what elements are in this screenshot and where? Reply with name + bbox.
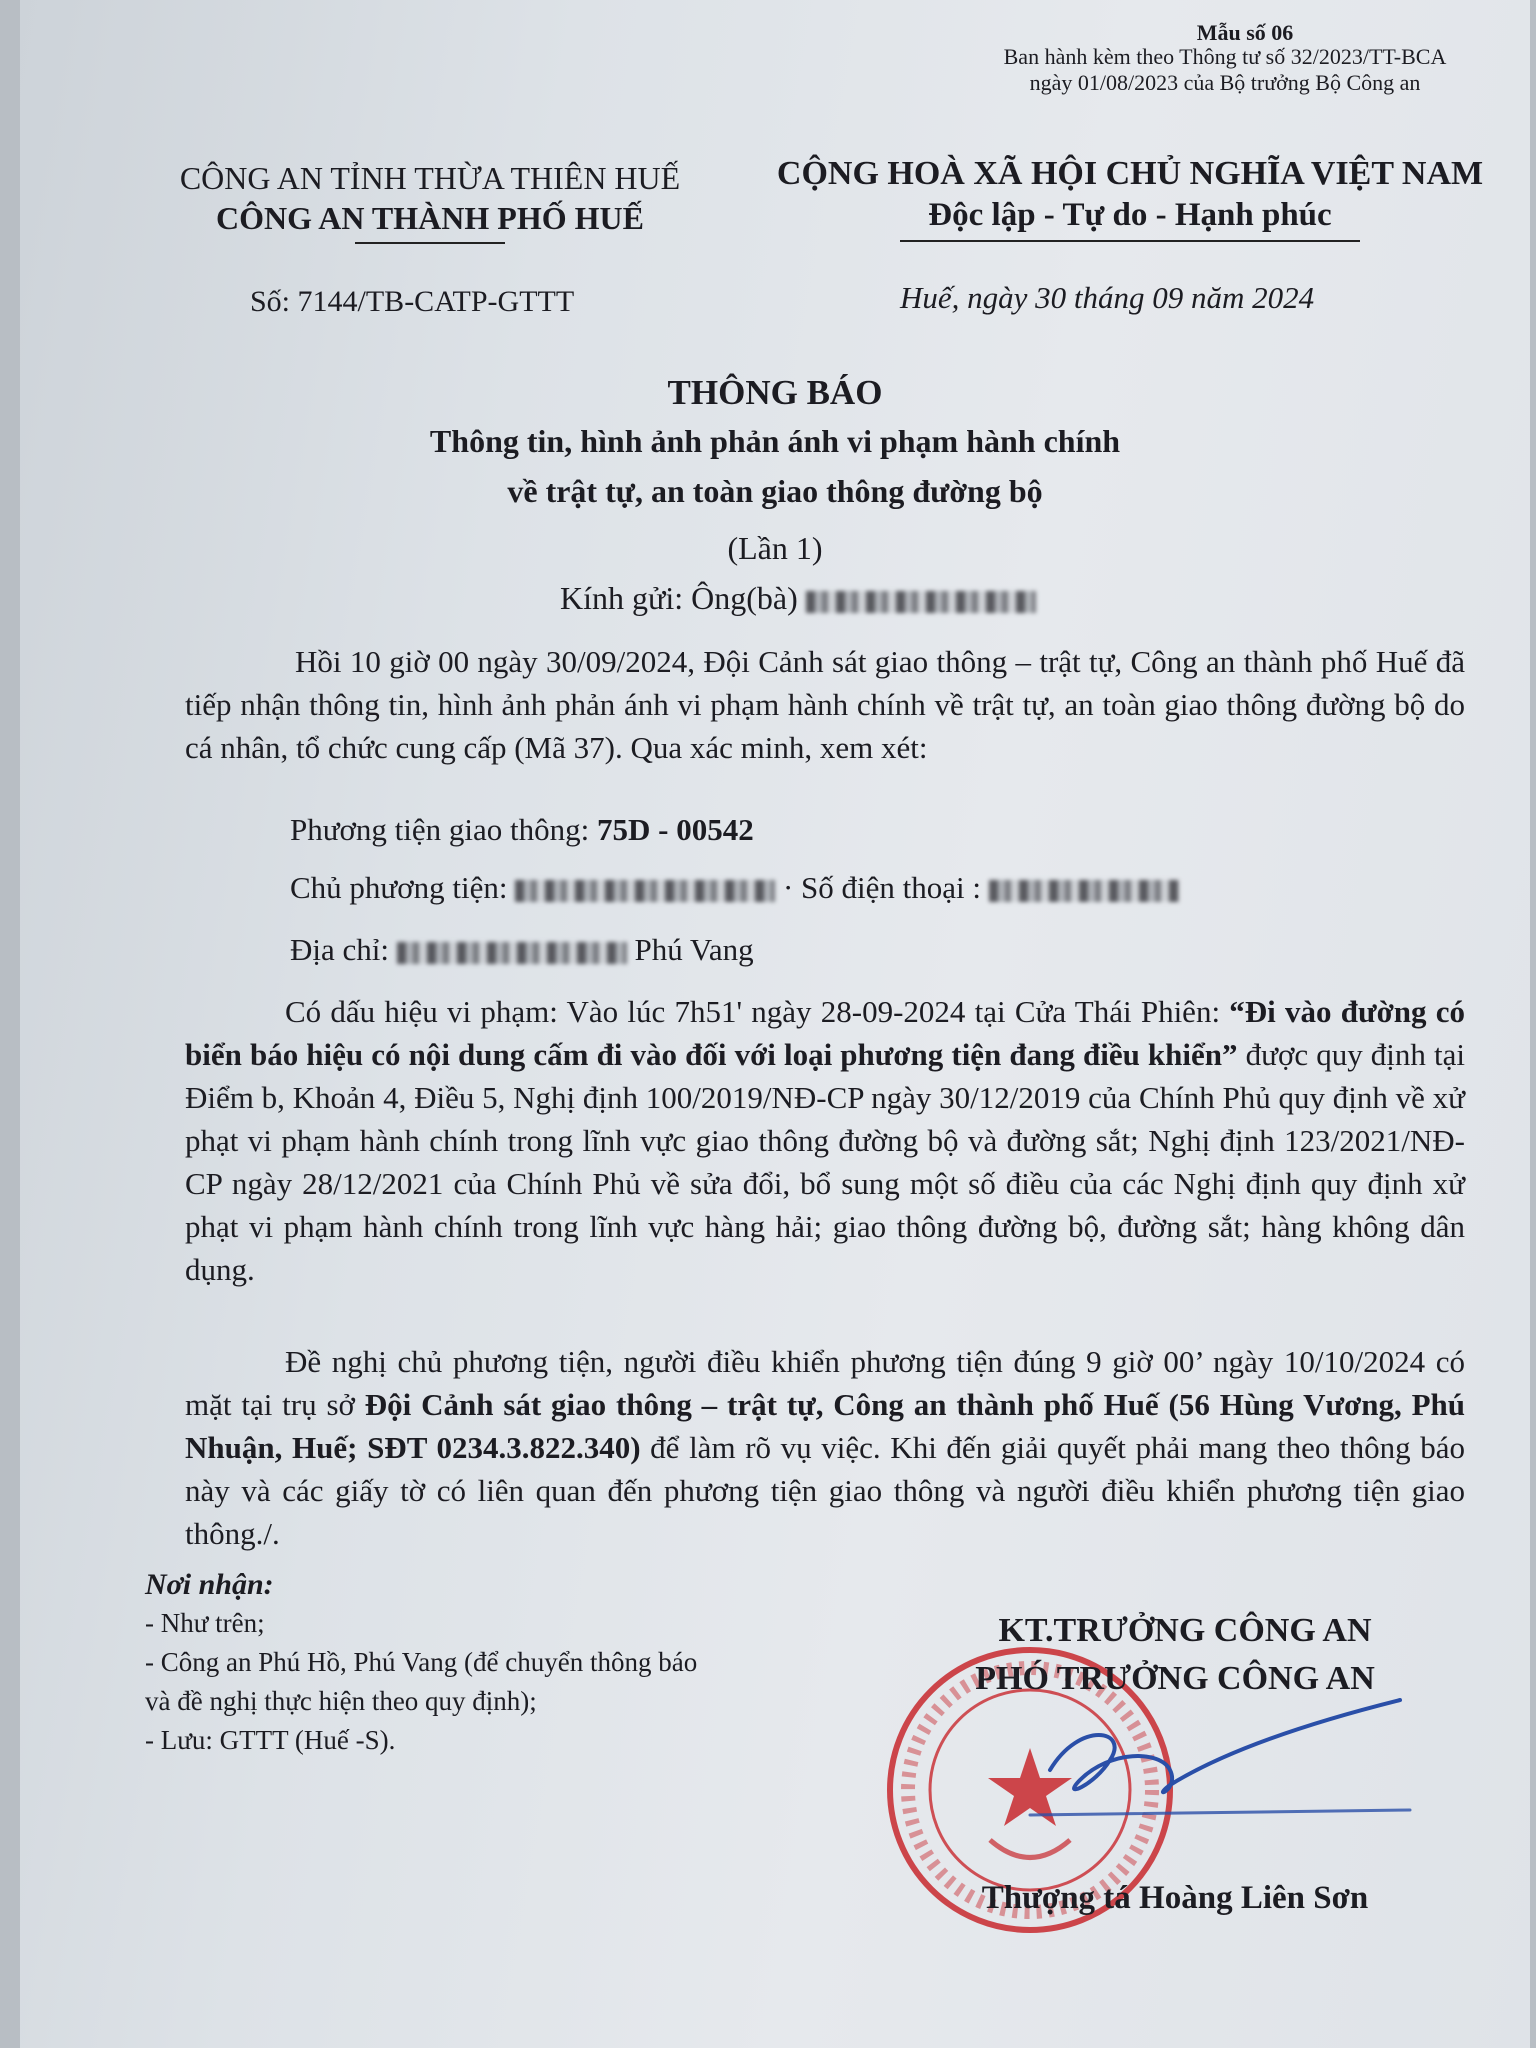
nation-motto: Độc lập - Tự do - Hạnh phúc (928, 197, 1332, 233)
phone-label: · Số điện thoại : (782, 870, 982, 905)
recipients-block (145, 1565, 697, 1760)
motto-underline (900, 240, 1360, 242)
vehicle-row (290, 812, 754, 848)
document-subtitle-line2: về trật tự, an toàn giao thông đường bộ (507, 473, 1043, 509)
document-number: Số: 7144/TB-CATP-GTTT (250, 285, 575, 318)
violation-legal-basis: được quy định tại Điểm b, Khoản 4, Điều 5, Nghị định 100/2019/NĐ-CP ngày 30/12/2019 của Chính Phủ quy định về xử phạt vi phạm hành chính trong lĩnh vực giao thông đường bộ và đường sắt; Nghị định 123/2021/NĐ-CP ngày 28/12/2021 của Chính Phủ về sửa đổi, bổ sung một số điều của các Nghị định quy định xử phạt vi phạm hành chính trong lĩnh vực hàng hải; giao thông đường bộ, đường sắt; hàng không dân dụng. (185, 1037, 1465, 1287)
nation-name: CỘNG HOÀ XÃ HỘI CHỦ NGHĨA VIỆT NAM (776, 155, 1484, 192)
form-reference-line: Ban hành kèm theo Thông tư số 32/2023/TT-BCA (1003, 44, 1447, 69)
vehicle-plate: 75D - 00542 (597, 812, 754, 847)
signer-role-deputy: PHÓ TRƯỞNG CÔNG AN (975, 1660, 1375, 1697)
signer-role-primary: KT.TRƯỞNG CÔNG AN (998, 1612, 1372, 1649)
vehicle-label: Phương tiện giao thông: (290, 812, 590, 847)
address-label: Địa chỉ: (290, 932, 389, 967)
agency-underline (355, 242, 505, 244)
redacted-phone-number (989, 880, 1179, 902)
redacted-address (397, 942, 627, 964)
owner-label: Chủ phương tiện: (290, 870, 508, 905)
redacted-owner-name (515, 880, 775, 902)
address-row (290, 932, 754, 968)
greeting-label: Kính gửi: Ông(bà) (560, 580, 798, 616)
violation-paragraph (185, 990, 1465, 1291)
form-reference-date: ngày 01/08/2023 của Bộ trưởng Bộ Công an (1029, 70, 1421, 95)
violation-lead: Có dấu hiệu vi phạm: Vào lúc 7h51' ngày 28-09-2024 tại Cửa Thái Phiên: (285, 994, 1221, 1029)
request-lead: Đề nghị chủ phương tiện, người điều khiển phương tiện đúng 9 giờ 00’ ngày 10/10/2024 có mặt tại trụ sở (185, 1344, 1465, 1422)
document-round: (Lần 1) (727, 530, 823, 566)
recipients-heading: Nơi nhận: (145, 1568, 274, 1601)
owner-row (290, 870, 1179, 906)
recipient-item: - Công an Phú Hồ, Phú Vang (để chuyển thông báo (145, 1647, 698, 1677)
violation-description: “Đi vào đường có biển báo hiệu có nội dung cấm đi vào đối với loại phương tiện đang điều khiển” (185, 994, 1465, 1072)
document-date: Huế, ngày 30 tháng 09 năm 2024 (900, 280, 1315, 315)
form-label: Mẫu số 06 (1196, 20, 1294, 45)
recipient-item: và đề nghị thực hiện theo quy định); (145, 1686, 537, 1716)
agency-name: CÔNG AN THÀNH PHỐ HUẾ (216, 200, 644, 236)
request-place: Đội Cảnh sát giao thông – trật tự, Công an thành phố Huế (56 Hùng Vương, Phú Nhuận, Huế; SĐT 0234.3.822.340) (185, 1387, 1466, 1465)
agency-parent: CÔNG AN TỈNH THỪA THIÊN HUẾ (179, 160, 681, 196)
document-type: THÔNG BÁO (667, 373, 883, 412)
handwritten-signature (1020, 1690, 1420, 1830)
recipient-item: - Lưu: GTTT (Huế -S). (145, 1725, 396, 1755)
recipient-item: - Như trên; (145, 1608, 265, 1638)
request-paragraph (185, 1340, 1465, 1555)
document-subtitle-line1: Thông tin, hình ảnh phản ánh vi phạm hành chính (429, 423, 1121, 459)
document-page (20, 0, 1530, 2048)
greeting (560, 580, 1036, 617)
intro-paragraph: Hồi 10 giờ 00 ngày 30/09/2024, Đội Cảnh sát giao thông – trật tự, Công an thành phố Huế đã tiếp nhận thông tin, hình ảnh phản ánh vi phạm hành chính về trật tự, an toàn giao thông đường bộ do cá nhân, tổ chức cung cấp (Mã 37). Qua xác minh, xem xét: (185, 644, 1465, 765)
request-instructions: để làm rõ vụ việc. Khi đến giải quyết phải mang theo thông báo này và các giấy tờ có liên quan đến phương tiện giao thông và người điều khiển phương tiện giao thông./. (185, 1430, 1465, 1551)
address-district: Phú Vang (634, 932, 754, 967)
redacted-recipient-name (806, 591, 1036, 613)
signer-name: Thượng tá Hoàng Liên Sơn (981, 1880, 1369, 1916)
